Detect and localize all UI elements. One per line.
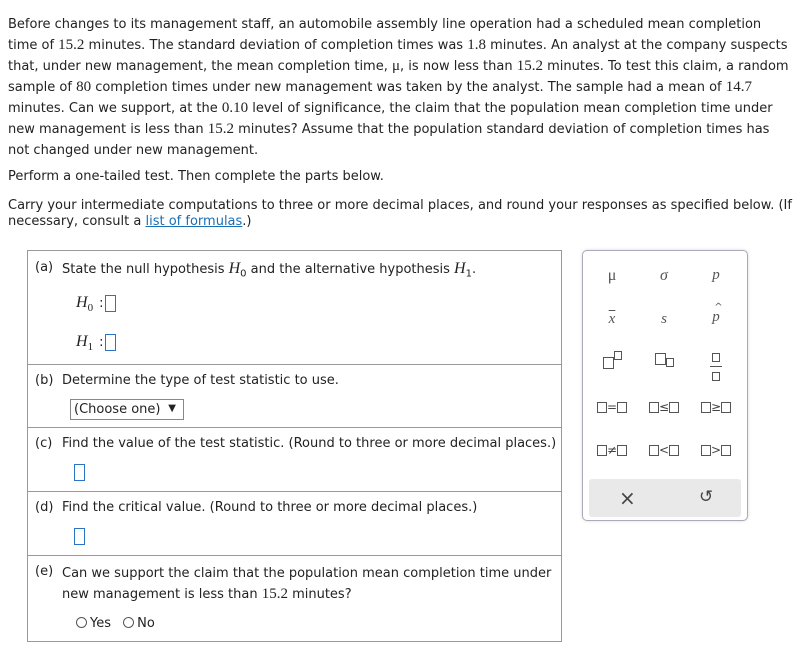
greater-equal-button[interactable]: ≥ — [696, 399, 736, 415]
null-hypothesis-input[interactable] — [105, 295, 116, 312]
dropdown-arrow-icon: ▼ — [168, 403, 176, 414]
alt-hypothesis-input[interactable] — [105, 334, 116, 351]
mu-button[interactable]: μ — [607, 267, 617, 284]
null-hypothesis-row: $H_0$ : — [76, 294, 116, 314]
undo-icon[interactable]: ↺ — [699, 487, 714, 507]
test-statistic-input[interactable] — [74, 464, 85, 481]
fraction-button[interactable] — [696, 349, 736, 384]
instruction-perform: Perform a one-tailed test. Then complete the parts below. — [8, 169, 384, 184]
not-equal-button[interactable]: ≠ — [592, 442, 632, 458]
problem-statement: Before changes to its management staff, an automobile assembly line operation had a scheduled mean completion time of 15.2 minutes. The standard deviation of completion times was 1.8 minutes. An analyst at the company suspects that, under new management, the mean completion time, μ, is now less than 15.2 minutes. To test this claim, a random sample of 80 completion times under new management was taken by the analyst. The sample had a mean of 14.7 minutes. Can we support, at the 0.10 level of significance, the claim that the population mean completion time under new management is less than 15.2 minutes? Assume that the population standard deviation of completion times has not changed under new management. — [8, 17, 789, 158]
fraction-icon — [710, 349, 722, 384]
superscript-button[interactable] — [592, 351, 632, 369]
formulas-link[interactable]: list of formulas — [145, 214, 243, 229]
less-than-button[interactable]: < — [644, 442, 684, 458]
radio-circle-icon — [76, 617, 87, 628]
test-statistic-select[interactable]: (Choose one) ▼ — [70, 399, 184, 420]
yes-no-options — [76, 616, 155, 631]
part-d: (d) Find the critical value. (Round to three or more decimal places.) — [28, 492, 561, 556]
no-radio[interactable]: No — [123, 616, 155, 631]
sigma-button[interactable]: σ — [660, 267, 668, 284]
part-a: (a) State the null hypothesis $H_0$ and the alternative hypothesis $H_1$. $H_0$ : $H_1$ : — [28, 251, 561, 365]
part-c: (c) Find the value of the test statistic. (Round to three or more decimal places.) — [28, 428, 561, 492]
xbar-button[interactable]: $\overline{x}$ — [608, 311, 616, 327]
radio-circle-icon — [123, 617, 134, 628]
s-button[interactable]: s — [661, 311, 667, 327]
base-box-icon — [603, 357, 614, 369]
p-button[interactable]: p — [712, 267, 720, 283]
greater-than-button[interactable]: > — [696, 442, 736, 458]
alt-hypothesis-row: $H_1$ : — [76, 333, 116, 353]
question-box — [27, 250, 562, 642]
subscript-button[interactable] — [644, 351, 684, 367]
base-box-icon — [655, 353, 666, 365]
equals-button[interactable]: = — [592, 399, 632, 415]
less-equal-button[interactable]: ≤ — [644, 399, 684, 415]
critical-value-input[interactable] — [74, 528, 85, 545]
phat-button[interactable]: ^ p — [712, 302, 723, 325]
superscript-box-icon — [614, 351, 622, 360]
symbol-palette — [582, 250, 748, 521]
part-b: (b) Determine the type of test statistic to use. (Choose one) ▼ — [28, 365, 561, 428]
clear-icon[interactable]: × — [619, 486, 636, 510]
subscript-box-icon — [666, 358, 674, 367]
palette-action-bar — [589, 479, 741, 517]
part-e: (e) Can we support the claim that the population mean completion time under new management is less than 15.2 minutes? Yes No — [35, 564, 552, 631]
instruction-carry: Carry your intermediate computations to three or more decimal places, and round your responses as specified below. (If necessary, consult a list of formulas.) — [8, 198, 792, 229]
yes-radio[interactable]: Yes — [76, 616, 111, 631]
